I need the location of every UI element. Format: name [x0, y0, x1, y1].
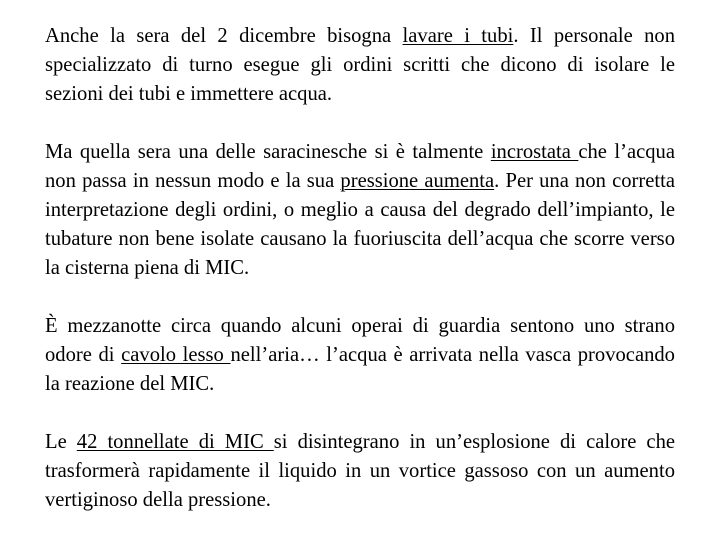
paragraph-2-text: Ma quella sera una delle saracinesche si è talmente [45, 141, 491, 163]
paragraph-3 [45, 312, 675, 399]
underlined-phrase: cavolo lesso [121, 344, 231, 366]
underlined-phrase: lavare i tubi [402, 25, 514, 47]
paragraph-4-text: si disintegrano in un’esplosione di calore che trasformerà rapidamente il liquido in un vortice gassoso con un aumento vertiginoso della pressione. [45, 431, 676, 511]
paragraph-1-text: . Il personale non specializzato di turno esegue gli ordini scritti che dicono di isolare le sezioni dei tubi e immettere acqua. [45, 25, 675, 105]
underlined-phrase: incrostata [490, 141, 579, 163]
paragraph-3-text: È mezzanotte circa quando alcuni operai di guardia sentono uno strano odore di [45, 315, 675, 366]
paragraph-2-text: . Per una non corretta interpretazione degli ordini, o meglio a causa del degrado dell’impianto, le tubature non bene isolate causano la fuoriuscita dell’acqua che scorre verso la cisterna piena di MIC. [45, 170, 675, 279]
paragraph-4-text: Le [45, 431, 77, 453]
paragraph-3-text: nell’aria… l’acqua è arrivata nella vasca provocando la reazione del MIC. [45, 344, 675, 395]
underlined-phrase: 42 tonnellate di MIC [76, 431, 274, 453]
paragraph-2-text: che l’acqua non passa in nessun modo e la sua [45, 141, 675, 192]
paragraph-1 [45, 22, 675, 109]
underlined-phrase: pressione aumenta [340, 170, 495, 192]
paragraph-1-text: Anche la sera del 2 dicembre bisogna [45, 25, 403, 47]
slide-text-body [45, 22, 675, 544]
paragraph-4 [45, 428, 675, 515]
paragraph-2 [45, 138, 675, 283]
